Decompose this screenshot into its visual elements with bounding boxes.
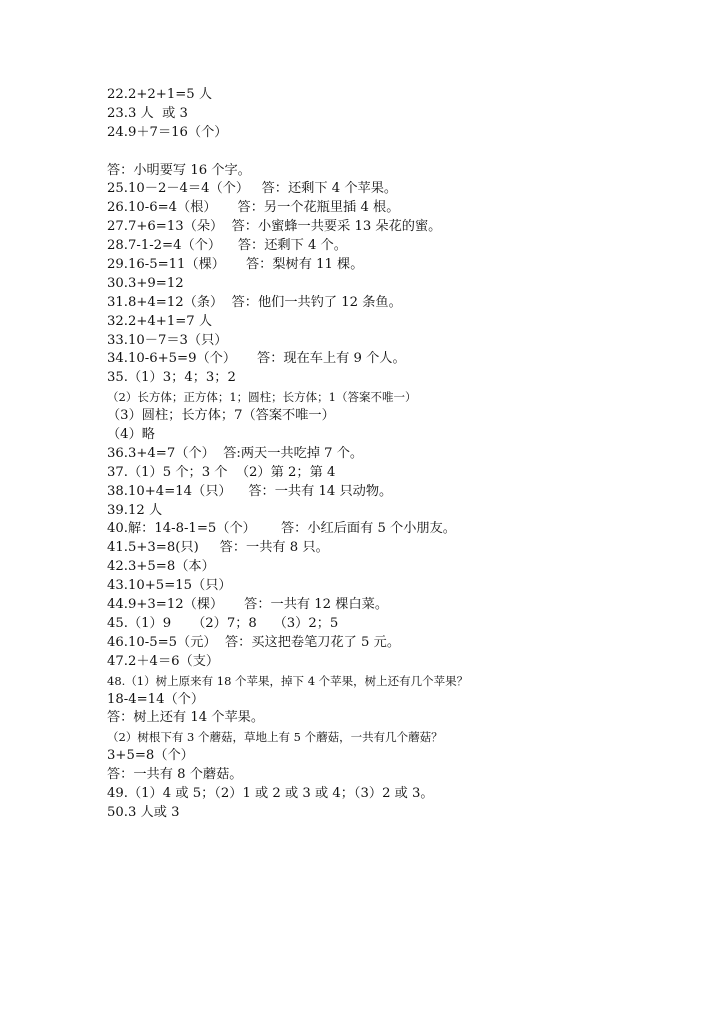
answer-line-42: 42.3+5=8（本） xyxy=(107,559,215,575)
answer-line-39: 39.12 人 xyxy=(107,502,163,518)
answer-line-25: 25.10－2－4＝4（个） 答：还剩下 4 个苹果。 xyxy=(107,181,398,197)
answer-line-46: 46.10-5=5（元） 答：买这把卷笔刀花了 5 元。 xyxy=(107,634,401,650)
answer-line-49: 49.（1）4 或 5；（2）1 或 2 或 3 或 4；（3）2 或 3。 xyxy=(107,785,434,801)
answer-line-43: 43.10+5=15（只） xyxy=(107,578,232,594)
answer-line-30: 30.3+9=12 xyxy=(107,275,184,291)
answer-line-36: 36.3+4=7（个） 答:两天一共吃掉 7 个。 xyxy=(107,445,364,461)
answer-line-35-part3: （3）圆柱；长方体；7（答案不唯一） xyxy=(107,408,335,424)
answer-line-47: 47.2＋4＝6（支） xyxy=(107,653,220,669)
answer-line-35-part4: （4）略 xyxy=(107,427,155,443)
answer-sheet xyxy=(107,86,667,823)
answer-line-50: 50.3 人或 3 xyxy=(107,804,180,820)
answer-line-44: 44.9+3=12（棵） 答：一共有 12 棵白菜。 xyxy=(107,597,389,613)
answer-line-23: 23.3 人 或 3 xyxy=(107,105,188,121)
answer-line-27: 27.7+6=13（朵） 答：小蜜蜂一共要采 13 朵花的蜜。 xyxy=(107,219,442,235)
answer-line-41: 41.5+3=8(只) 答：一共有 8 只。 xyxy=(107,540,329,556)
answer-line-48-reply-1: 答：树上还有 14 个苹果。 xyxy=(107,710,265,726)
answer-line-48: 48.（1）树上原来有 18 个苹果，掉下 4 个苹果，树上还有几个苹果？ xyxy=(107,673,469,688)
answer-line-48-equation-2: 3+5=8（个） xyxy=(107,748,194,764)
answer-line-38: 38.10+4=14（只） 答：一共有 14 只动物。 xyxy=(107,483,393,499)
answer-line-40: 40.解：14-8-1=5（个） 答：小红后面有 5 个小朋友。 xyxy=(107,521,456,537)
answer-line-48-reply-2: 答：一共有 8 个蘑菇。 xyxy=(107,767,243,783)
answer-line-35-part2: （2）长方体；正方体；1；圆柱；长方体；1（答案不唯一） xyxy=(107,390,417,405)
answer-line-24-reply: 答：小明要写 16 个字。 xyxy=(107,162,251,178)
answer-line-29: 29.16-5=11（棵） 答：梨树有 11 棵。 xyxy=(107,257,364,273)
answer-line-31: 31.8+4=12（条） 答：他们一共钓了 12 条鱼。 xyxy=(107,294,402,310)
answer-line-28: 28.7-1-2=4（个） 答：还剩下 4 个。 xyxy=(107,238,347,254)
answer-line-32: 32.2+4+1=7 人 xyxy=(107,313,213,329)
answer-line-37: 37.（1）5 个；3 个 （2）第 2；第 4 xyxy=(107,464,336,480)
answer-line-26: 26.10-6=4（根） 答：另一个花瓶里插 4 根。 xyxy=(107,200,400,216)
answer-line-48-part2: （2）树根下有 3 个蘑菇，草地上有 5 个蘑菇，一共有几个蘑菇？ xyxy=(107,730,443,745)
answer-line-48-equation-1: 18-4=14（个） xyxy=(107,691,205,707)
blank-line xyxy=(107,143,667,162)
answer-line-33: 33.10－7＝3（只） xyxy=(107,332,228,348)
answer-line-35: 35.（1）3；4；3；2 xyxy=(107,370,236,386)
answer-line-34: 34.10-6+5=9（个） 答：现在车上有 9 个人。 xyxy=(107,351,406,367)
answer-line-24: 24.9＋7＝16（个） xyxy=(107,124,228,140)
answer-line-22: 22.2+2+1=5 人 xyxy=(107,87,213,102)
answer-line-45: 45.（1）9 （2）7；8 （3）2；5 xyxy=(107,615,339,631)
